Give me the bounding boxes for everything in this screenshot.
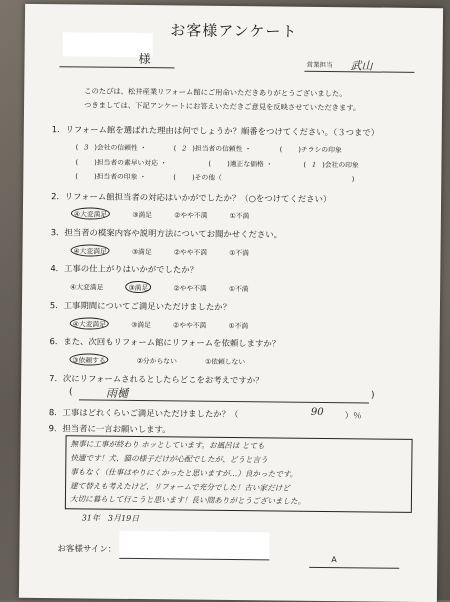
question-4: 4．工事の仕上がりはいかがでしたか？ (50, 262, 198, 276)
question-1: 1．リフォーム館を選ばれた理由は何でしょうか？順番をつけてください。（３つまで） (52, 123, 379, 138)
q2-option: ③満足 (132, 211, 152, 219)
q1-option: ( )その他（ ) (173, 171, 354, 183)
q3-option-selected: ④大変満足 (70, 244, 109, 256)
q5-option: ③満足 (131, 321, 151, 329)
q4-option: ①不満 (229, 285, 249, 293)
q1-option-label: その他（ (195, 174, 222, 182)
q5-option: ②やや不満 (173, 321, 206, 329)
comment-line: 建て替えも考えたけど、リフォームで充分でした！古い家だけど (70, 480, 290, 493)
question-9: 9．担当者に一言お願いします。 (49, 422, 171, 435)
comment-line: 大切に暮らして行こうと思います！長い間ありがとうございました。 (70, 493, 306, 506)
signature-label: お客様サイン： (57, 542, 116, 555)
comment-line: 快適です！犬、猫の様子だけが心配でしたが、どうと言う (70, 452, 268, 465)
footer-mark: A (331, 555, 337, 564)
q4-option: ④大変満足 (70, 283, 103, 291)
q1-option: ( 1 )会社の印象 (303, 159, 358, 170)
q2-options (71, 207, 250, 221)
q5-option: ①不満 (228, 322, 248, 330)
staff-name: 武山 (350, 57, 372, 73)
q1-rank: 3 (78, 143, 94, 151)
signature-line (119, 558, 269, 561)
q2-option-selected: ④大変満足 (71, 207, 110, 219)
q5-option-selected: ④大変満足 (70, 317, 109, 329)
signature-redaction (119, 531, 269, 561)
question-2: 2．リフォーム館担当者の対応はいかがでしたか？（○をつけてください） (51, 190, 331, 205)
q3-option: ①不満 (229, 249, 249, 257)
q1-option-label: 適正な価格 (230, 160, 264, 168)
page-title: お客様アンケート (25, 18, 443, 43)
question-5: 5．工事期間についてご満足いただけましたか？ (50, 299, 231, 313)
intro-line-1: このたびは、松井産業リフォーム館にご用命いただきありがとうございました。 (84, 86, 346, 99)
q7-answer: 雨樋 (106, 385, 128, 401)
q6-option: ①依頼しない (205, 358, 245, 366)
q1-option: ( )担当者の印象 ・ (75, 170, 146, 181)
q1-option-label: 担当者の印象 (97, 173, 138, 181)
q6-option: ②分からない (137, 357, 177, 365)
q3-options (70, 244, 249, 258)
q8-answer: 90 (311, 407, 324, 418)
footer-line (309, 567, 399, 569)
date: 31年 3月19日 (82, 512, 140, 524)
q6-options (69, 353, 245, 367)
q7-answer-line (79, 399, 369, 403)
q1-rank: 2 (176, 144, 192, 152)
q1-option: ( 2 )担当者の信頼性 ・ (174, 142, 252, 153)
q4-option-selected: ③満足 (126, 281, 152, 293)
q1-option: ( )適正な価格 ・ (208, 158, 272, 169)
intro-line-2: つきましては、下記アンケートにお答えいただきご意見を反映させていただきます。 (84, 100, 360, 113)
comment-line: 無事に工事が終わり ホッとしています。お風呂は とても (70, 438, 264, 451)
question-7: 7．次にリフォームされるとしたらどこをお考えですか？ (49, 372, 263, 386)
q1-option: ( )チラシの印象 (280, 144, 342, 155)
q4-options (70, 280, 249, 294)
q2-option: ②やや不満 (174, 211, 207, 219)
q4-option: ②やや不満 (173, 284, 206, 292)
q7-answer-wrap-close: ) (371, 390, 375, 400)
question-8: 8．工事はどれくらいご満足いただけましたか？（ (49, 406, 239, 420)
q3-option: ③満足 (132, 248, 152, 256)
q3-option: ②やや不満 (174, 248, 207, 256)
q5-options (70, 317, 249, 331)
survey-sheet (19, 4, 443, 602)
q7-answer-wrap: ( (69, 387, 73, 397)
question-6: 6．また、次回もリフォーム館にリフォームを依頼しますか？ (50, 335, 281, 349)
q1-rank: 1 (306, 161, 322, 169)
q1-option-label: 担当者の素早い対応 (97, 159, 158, 168)
q1-option: ( 3 )会社の信頼性 ・ (76, 141, 147, 152)
q6-option-selected: ③依頼する (69, 353, 108, 365)
customer-suffix: 様 (138, 50, 150, 67)
q1-option-label: 会社の印象 (325, 161, 359, 169)
q1-option-label: チラシの印象 (301, 146, 342, 154)
q2-option: ①不満 (230, 212, 250, 220)
comment-box (65, 435, 413, 513)
comment-line: 事もなく（仕事はやりにくかったと思いますが…）良かったです。 (70, 466, 297, 479)
q1-option-label: 会社の信頼性 (97, 144, 138, 152)
customer-name-line (59, 50, 174, 68)
q1-option-label: 担当者の信頼性 (195, 145, 243, 153)
q1-option: ( )担当者の素早い対応 ・ (75, 156, 167, 167)
q8-unit: ）％ (345, 409, 362, 421)
question-3: 3．担当者の模案内容や説明方法についてお聞かせください。 (51, 226, 282, 240)
staff-label: 営業担当 (306, 60, 332, 69)
